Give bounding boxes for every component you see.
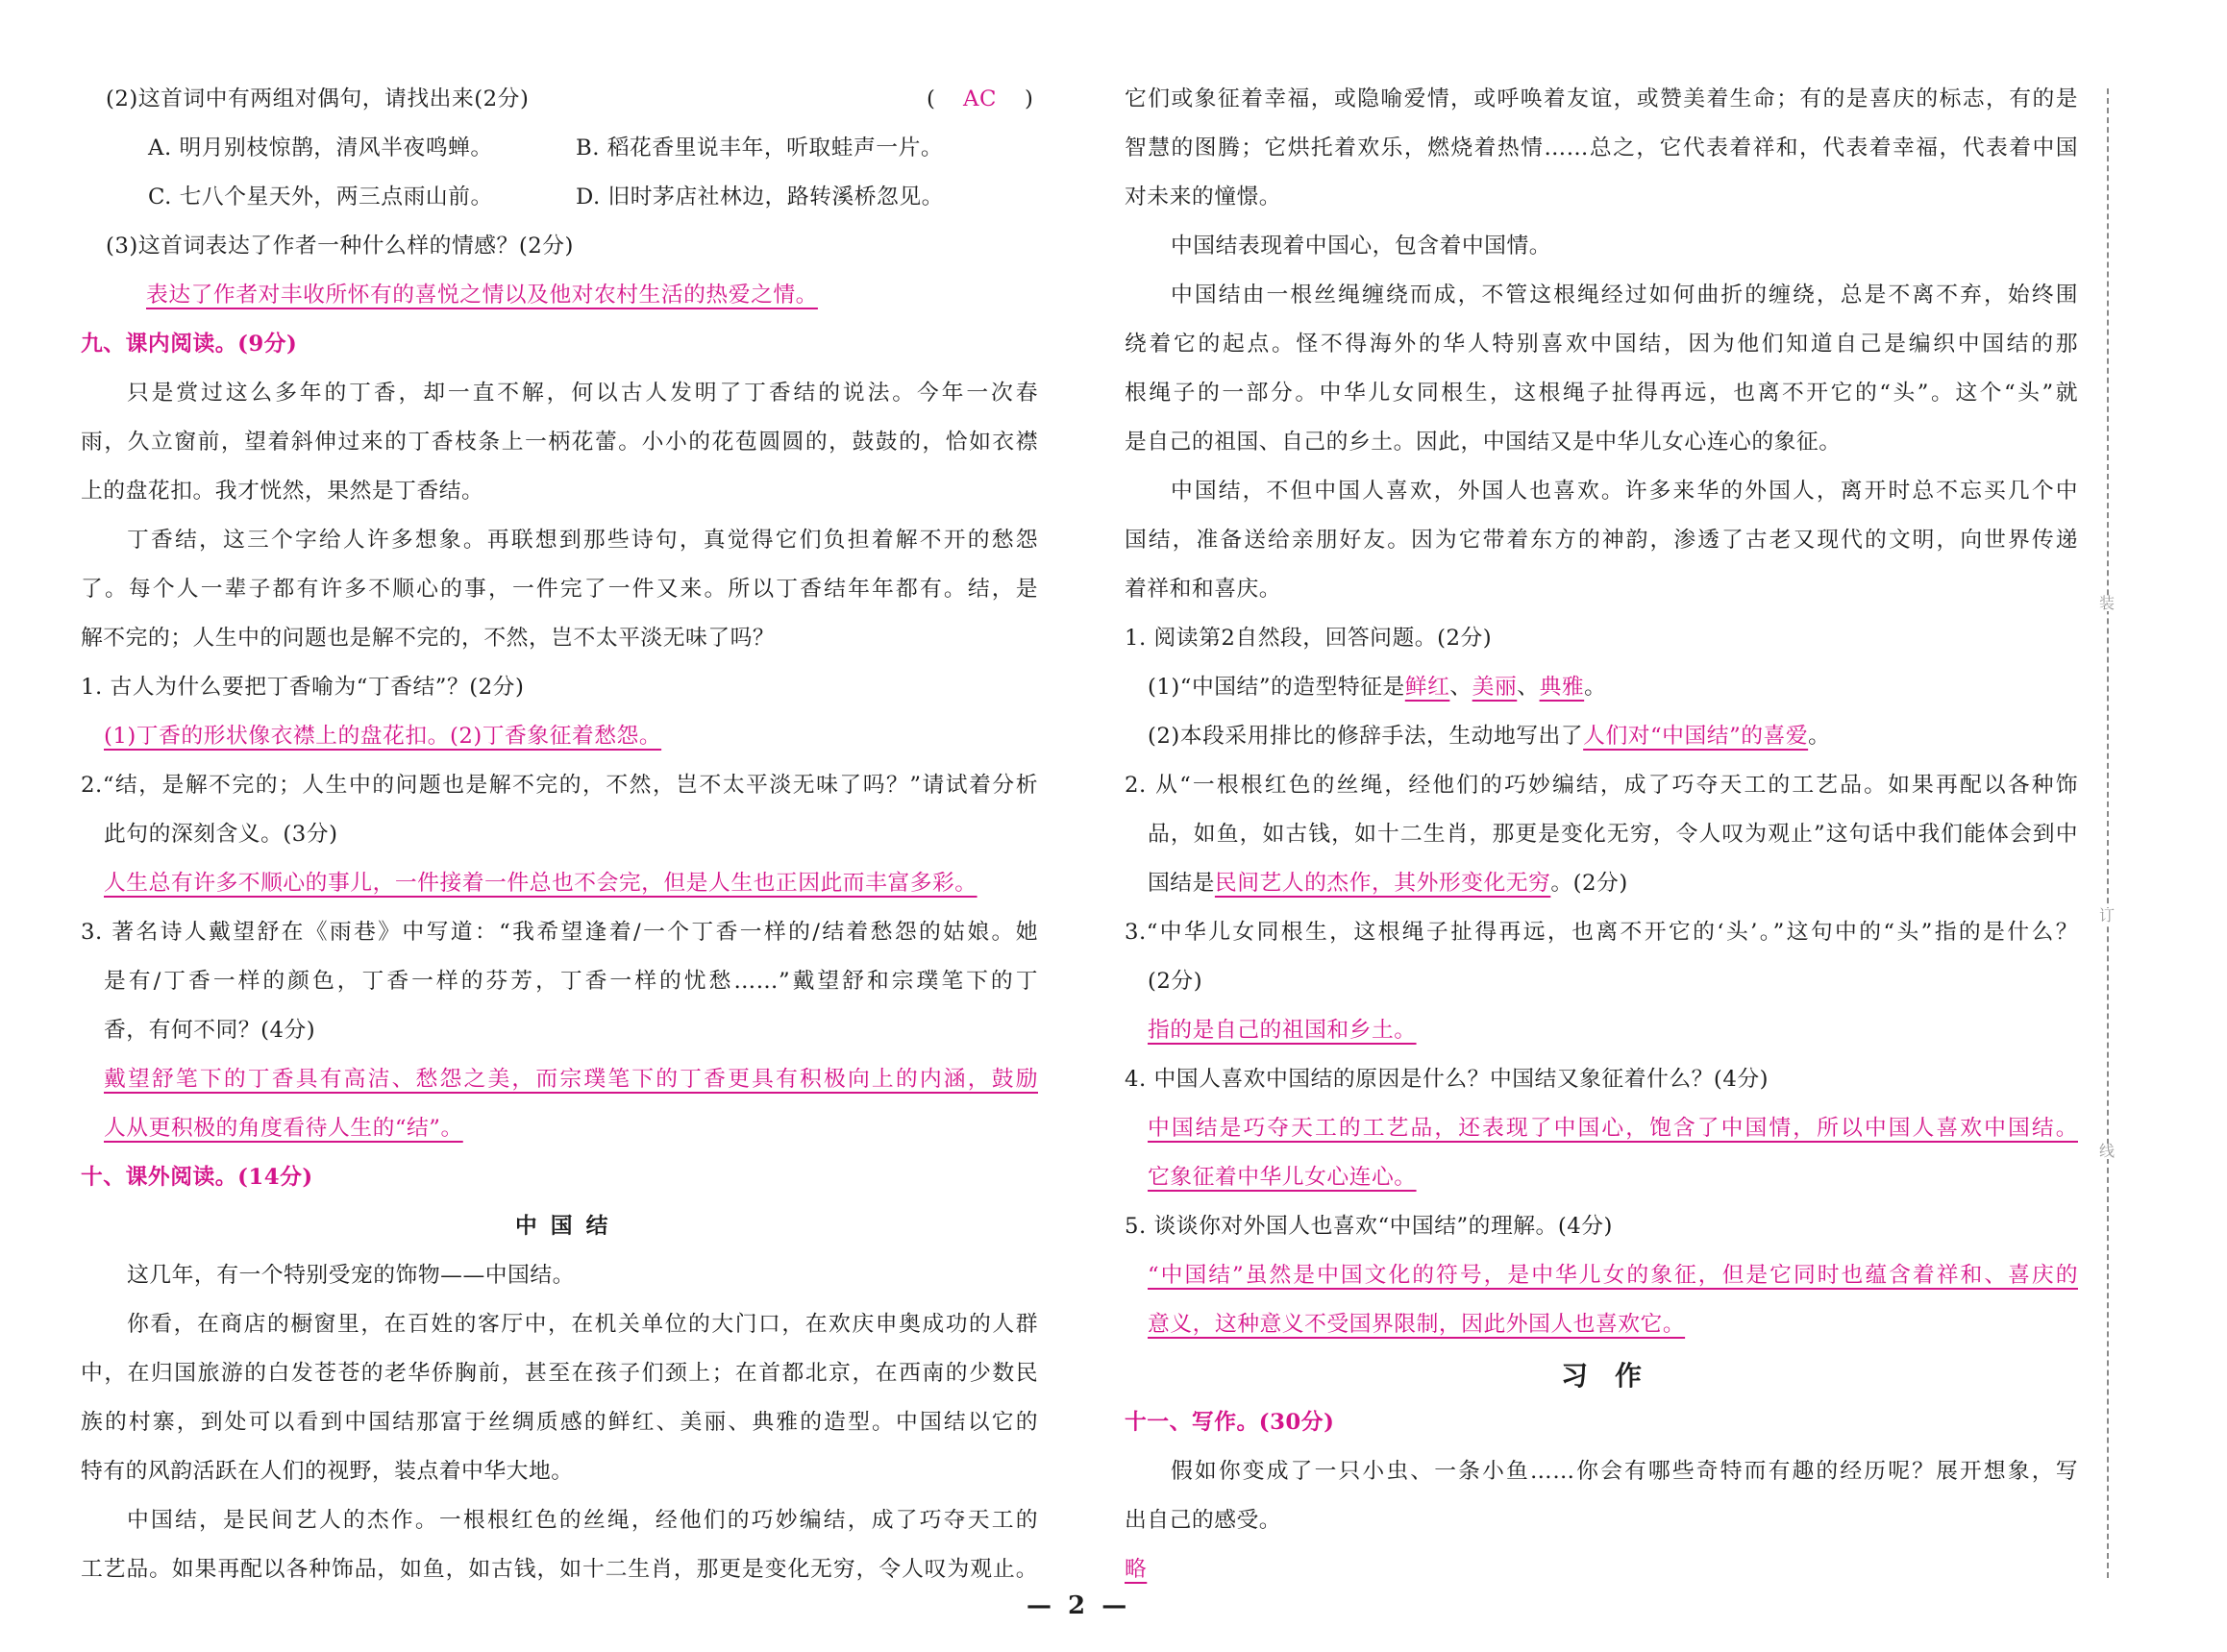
answer-blank: 典雅 [1539,675,1585,700]
article-line: 是自己的祖国、自己的乡土。因此，中国结又是中华儿女心连心的象征。 [1125,430,1842,455]
writing-prompt-cont: 出自己的感受。 [1125,1508,1282,1533]
passage-line: 解不完的；人生中的问题也是解不完的，不然，岂不太平淡无味了吗？ [81,626,776,651]
question-r2-prompt-cont: 品，如鱼，如古钱，如十二生肖，那更是变化无穷，令人叹为观止”这句话中我们能体会到中 [1148,822,2078,847]
question-r2-prompt: 2. 从“一根根红色的丝绳，经他们的巧妙编结，成了巧夺天工的工艺品。如果再配以各种饰 [1125,773,2078,798]
binding-mark-top: 装 [2096,596,2117,611]
question-9-2-prompt: (2)这首词中有两组对偶句，请找出来(2分) [106,86,530,111]
article-line: 国结，准备送给亲朋好友。因为它带着东方的神韵，渗透了古老又现代的文明，向世界传递 [1125,528,2078,553]
question-3-answer: 戴望舒笔下的丁香具有高洁、愁怨之美，而宗璞笔下的丁香更具有积极向上的内涵，鼓励 [104,1067,1038,1092]
question-r4-answer: 中国结是巧夺天工的工艺品，还表现了中国心，饱含了中国情，所以中国人喜欢中国结。 [1148,1116,2078,1141]
question-r5-answer: “中国结”虽然是中国文化的符号，是中华儿女的象征，但是它同时也蕴含着祥和、喜庆的 [1148,1263,2078,1288]
question-r3-score: (2分) [1148,969,1203,994]
section-10-title: 十、课外阅读。(14分) [81,1165,313,1190]
question-r4-prompt: 4. 中国人喜欢中国结的原因是什么？中国结又象征着什么？(4分) [1125,1067,1769,1092]
question-9-3-prompt: (3)这首词表达了作者一种什么样的情感？(2分) [106,234,574,259]
question-r1-2 [1148,726,1830,748]
binding-mark-middle: 订 [2096,908,2117,924]
question-r2-line3 [1148,873,1628,895]
article-line: 中国结表现着中国心，包含着中国情。 [1171,234,1552,259]
article-line: 这几年，有一个特别受宠的饰物——中国结。 [127,1263,575,1288]
question-r1-1-prompt: (1)“中国结”的造型特征是 [1148,675,1405,700]
passage-line: 了。每个人一辈子都有许多不顺心的事，一件完了一件又来。所以丁香结年年都有。结，是 [81,577,1038,602]
question-9-3-answer: 表达了作者对丰收所怀有的喜悦之情以及他对农村生活的热爱之情。 [146,283,818,308]
article-line: 着祥和和喜庆。 [1125,577,1282,602]
question-r1-1 [1148,677,1606,699]
separator: 、 [1517,675,1540,700]
article-line: 根绳子的一部分。中华儿女同根生，这根绳子扯得再远，也离不开它的“头”。这个“头”就 [1125,381,2078,406]
question-2-prompt-cont: 此句的深刻含义。(3分) [104,822,338,847]
question-r1-2-prompt: (2)本段采用排比的修辞手法，生动地写出了 [1148,724,1584,749]
question-2-prompt: 2.“结，是解不完的；人生中的问题也是解不完的，不然，岂不太平淡无味了吗？”请试着分析 [81,773,1038,798]
writing-prompt: 假如你变成了一只小虫、一条小鱼……你会有哪些奇特而有趣的经历呢？展开想象，写 [1171,1459,2078,1484]
passage-line: 上的盘花扣。我才恍然，果然是丁香结。 [81,479,484,504]
question-3-prompt-cont: 是有/丁香一样的颜色，丁香一样的芬芳，丁香一样的忧愁……”戴望舒和宗璞笔下的丁 [104,969,1038,994]
option-a: A. 明月别枝惊鹊，清风半夜鸣蝉。 [148,136,493,160]
article-line: 智慧的图腾；它烘托着欢乐，燃烧着热情……总之，它代表着祥和，代表着幸福，代表着中国 [1125,136,2078,160]
separator: 。 [1584,675,1607,700]
answer-blank: 民间艺人的杰作，其外形变化无穷 [1214,871,1551,896]
article-line: 你看，在商店的橱窗里，在百姓的客厅中，在机关单位的大门口，在欢庆申奥成功的人群 [127,1312,1038,1337]
question-r1-prompt: 1. 阅读第2自然段，回答问题。(2分) [1125,626,1493,651]
page-number: — 2 — [1027,1591,1131,1620]
question-1-answer: (1)丁香的形状像衣襟上的盘花扣。(2)丁香象征着愁怨。 [104,724,662,749]
article-line: 族的村寨，到处可以看到中国结那富于丝绸质感的鲜红、美丽、典雅的造型。中国结以它的 [81,1410,1038,1435]
question-9-2 [81,88,1038,111]
article-line: 中，在归国旅游的白发苍苍的老华侨胸前，甚至在孩子们颈上；在首都北京，在西南的少数民 [81,1361,1038,1386]
answer-paren-close: ) [1025,86,1034,111]
answer-blank: 鲜红 [1404,675,1450,700]
article-line: 它们或象征着幸福，或隐喻爱情，或呼唤着友谊，或赞美着生命；有的是喜庆的标志，有的是 [1125,86,2078,111]
article-line: 中国结，是民间艺人的杰作。一根根红色的丝绳，经他们的巧妙编结，成了巧夺天工的 [127,1508,1038,1533]
question-r3-answer: 指的是自己的祖国和乡土。 [1148,1018,1417,1043]
question-r5-answer-cont: 意义，这种意义不受国界限制，因此外国人也喜欢它。 [1148,1312,1686,1337]
option-c: C. 七八个星天外，两三点雨山前。 [148,185,493,210]
binding-cut-line [2107,88,2109,1578]
option-b: B. 稻花香里说丰年，听取蛙声一片。 [576,136,944,160]
composition-heading: 习作 [1561,1360,1670,1392]
passage-line: 只是赏过这么多年的丁香，却一直不解，何以古人发明了丁香结的说法。今年一次春 [127,381,1038,406]
article-line: 中国结，不但中国人喜欢，外国人也喜欢。许多来华的外国人，离开时总不忘买几个中 [1171,479,2078,504]
passage-line: 丁香结，这三个字给人许多想象。再联想到那些诗句，真觉得它们负担着解不开的愁怨 [127,528,1038,553]
question-3-prompt: 3. 著名诗人戴望舒在《雨巷》中写道：“我希望逢着/一个丁香一样的/结着愁怨的姑娘。她 [81,920,1038,945]
article-line: 工艺品。如果再配以各种饰品，如鱼，如古钱，如十二生肖，那更是变化无穷，令人叹为观止。 [81,1557,1038,1582]
question-r3-prompt: 3.“中华儿女同根生，这根绳子扯得再远，也离不开它的‘头’。”这句中的“头”指的是什么？ [1125,920,2078,945]
question-1-prompt: 1. 古人为什么要把丁香喻为“丁香结”？(2分) [81,675,525,700]
question-3-prompt-cont: 香，有何不同？(4分) [104,1018,316,1043]
article-line: 对未来的憧憬。 [1125,185,1282,210]
article-title: 中国结 [515,1214,622,1239]
answer-paren-open: ( [927,86,936,111]
question-2-answer: 人生总有许多不顺心的事儿，一件接着一件总也不会完，但是人生也正因此而丰富多彩。 [104,871,977,896]
option-d: D. 旧时茅店社林边，路转溪桥忽见。 [576,185,944,210]
question-r2-prompt-cont: 国结是 [1148,871,1215,896]
answer-blank: 人们对“中国结”的喜爱 [1583,724,1809,749]
answer-blank: 美丽 [1472,675,1518,700]
article-line: 中国结由一根丝绳缠绕而成，不管这根绳经过如何曲折的缠绕，总是不离不弃，始终围 [1171,283,2078,308]
binding-mark-bottom: 线 [2096,1144,2117,1159]
score: 。(2分) [1550,871,1628,896]
passage-line: 雨，久立窗前，望着斜伸过来的丁香枝条上一柄花蕾。小小的花苞圆圆的，鼓鼓的，恰如衣襟 [81,430,1038,455]
section-11-title: 十一、写作。(30分) [1125,1410,1335,1435]
writing-answer: 略 [1125,1557,1148,1582]
article-line: 特有的风韵活跃在人们的视野，装点着中华大地。 [81,1459,574,1484]
separator: 。 [1808,724,1831,749]
question-r4-answer-cont: 它象征着中华儿女心连心。 [1148,1165,1417,1190]
article-line: 绕着它的起点。怪不得海外的华人特别喜欢中国结，因为他们知道自己是编织中国结的那 [1125,332,2078,357]
separator: 、 [1449,675,1472,700]
question-9-2-answer: AC [963,86,997,111]
question-3-answer-cont: 人从更积极的角度看待人生的“结”。 [104,1116,463,1141]
question-r5-prompt: 5. 谈谈你对外国人也喜欢“中国结”的理解。(4分) [1125,1214,1613,1239]
section-9-title: 九、课内阅读。(9分) [81,332,298,357]
